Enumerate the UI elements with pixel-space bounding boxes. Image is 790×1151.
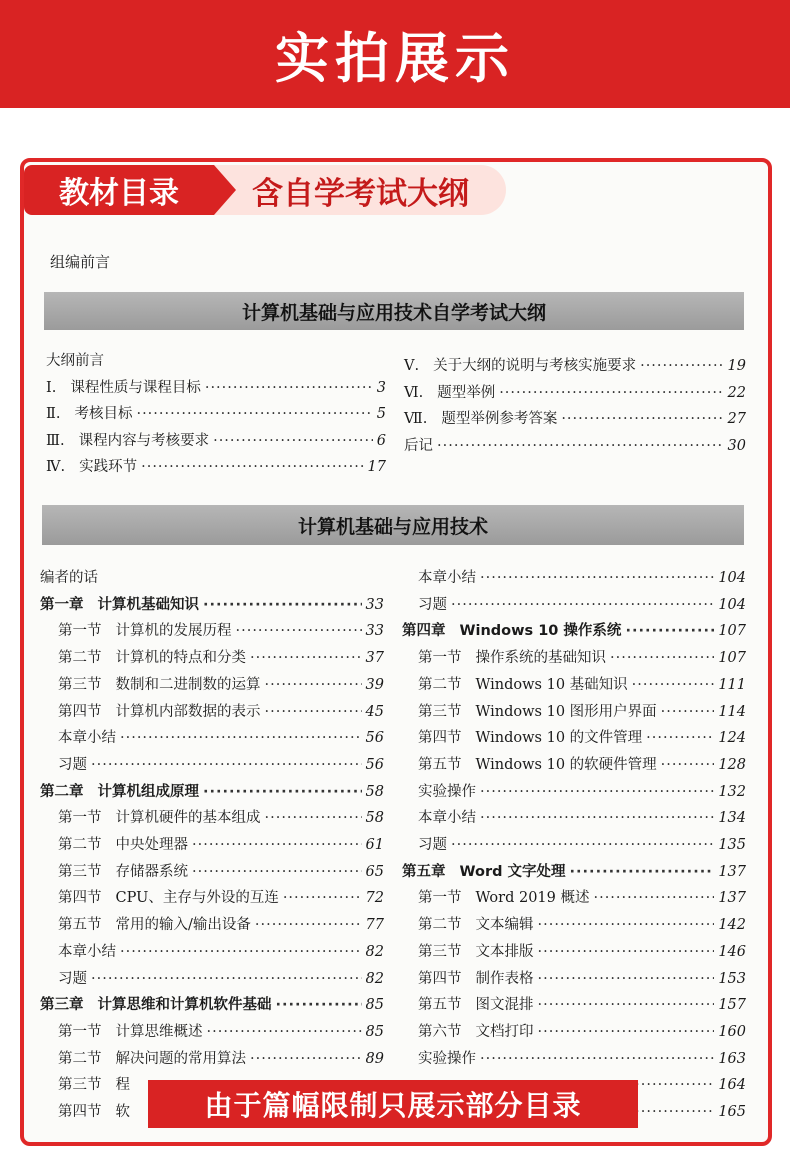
toc-entry	[418, 969, 746, 989]
toc-leader-dots	[120, 942, 362, 962]
toc-entry-page: 164	[718, 1077, 746, 1094]
toc-entry-title: CPU、主存与外设的互连	[115, 890, 279, 907]
toc-leader-dots	[538, 995, 715, 1015]
top-banner	[0, 0, 790, 108]
toc-entry-page: 61	[365, 837, 384, 853]
toc-entry-page: 6	[376, 432, 386, 449]
toc-entry-title: 计算思维和计算机软件基础	[97, 997, 272, 1014]
toc-entry-label: 本章小结	[418, 810, 476, 827]
toc-entry	[40, 995, 384, 1015]
toc-entry-label: 习题	[58, 970, 87, 987]
toc-leader-dots	[91, 969, 362, 989]
toc-entry-label: 习题	[58, 756, 87, 773]
toc-entry-label: 习题	[418, 596, 447, 613]
toc-entry-page: 30	[727, 437, 746, 454]
toc-entry-label: 第三节	[418, 943, 462, 960]
toc-entry	[404, 356, 746, 376]
toc-entry-title: 文本编辑	[475, 917, 534, 934]
toc-leader-dots	[451, 835, 714, 855]
toc-entry-page: 153	[718, 970, 746, 987]
toc-entry	[418, 835, 746, 855]
toc-entry-page: 5	[376, 406, 386, 422]
toc-entry-page: 135	[718, 837, 746, 853]
toc-leader-dots	[136, 404, 372, 424]
preface-heading: 组编前言	[50, 253, 111, 271]
toc-entry-label: Ⅲ.	[46, 432, 65, 449]
toc-entry-page: 163	[718, 1050, 746, 1067]
toc-entry-label: 第二节	[418, 676, 462, 693]
toc-leader-dots	[192, 862, 362, 882]
toc-entry-page: 142	[718, 917, 746, 934]
toc-entry	[58, 969, 384, 989]
toc-entry	[46, 457, 386, 477]
toc-entry-title: Windows 10 的文件管理	[475, 730, 643, 747]
toc-leader-dots	[661, 702, 715, 722]
toc-leader-dots	[120, 728, 362, 748]
toc-entry-page: 58	[365, 810, 384, 827]
toc-entry-title: 文档打印	[475, 1023, 534, 1040]
toc-entry	[418, 808, 746, 828]
toc-entry-title: 计算机的发展历程	[115, 623, 232, 640]
toc-entry-label: 第五节	[58, 917, 102, 934]
toc-entry	[58, 942, 384, 962]
toc-leader-dots	[205, 378, 373, 398]
toc-leader-dots	[610, 648, 714, 668]
toc-entry-page: 134	[718, 810, 746, 827]
toc-entry-title: 考核目标	[74, 406, 133, 422]
toc-leader-dots	[283, 888, 362, 908]
toc-entry	[418, 595, 746, 615]
toc-entry-title: 题型举例参考答案	[441, 411, 558, 427]
toc-entry-label: 第五节	[418, 756, 462, 773]
toc-entry	[58, 675, 384, 695]
toc-leader-dots	[593, 888, 714, 908]
toc-entry	[418, 675, 746, 695]
toc-entry-page: 3	[376, 379, 386, 396]
toc-leader-dots	[561, 409, 723, 429]
toc-entry	[46, 431, 386, 451]
toc-entry-label: 第一节	[58, 810, 102, 827]
toc-entry	[418, 782, 746, 802]
toc-leader-dots	[480, 1049, 714, 1069]
toc-entry	[418, 888, 746, 908]
toc-leader-dots	[250, 648, 362, 668]
toc-entry	[58, 755, 384, 775]
toc-leader-dots	[538, 969, 715, 989]
toc-entry-title: 实践环节	[79, 459, 138, 475]
tab-toc: 教材目录	[24, 165, 214, 215]
toc-entry-title: 软	[115, 1104, 130, 1120]
toc-entry	[58, 915, 384, 935]
toc-entry-label: 实验操作	[418, 783, 476, 800]
toc-leader-dots	[207, 1022, 362, 1042]
toc-entry-title: 操作系统的基础知识	[475, 650, 606, 667]
toc-entry-title: 题型举例	[437, 384, 496, 401]
toc-entry	[418, 728, 746, 748]
toc-entry-label: 大纲前言	[46, 353, 104, 369]
toc-entry-page: 114	[718, 703, 746, 720]
toc-entry-page: 104	[718, 570, 746, 586]
toc-leader-dots	[250, 1049, 362, 1069]
toc-entry	[46, 351, 386, 371]
toc-entry	[402, 621, 746, 641]
toc-entry-page: 160	[718, 1023, 746, 1040]
toc-entry-page: 22	[727, 384, 746, 401]
toc-entry-label: 第一节	[58, 1023, 102, 1040]
toc-entry-page: 77	[365, 917, 384, 934]
toc-entry-label: 习题	[418, 837, 447, 853]
toc-entry-label: 第四章	[402, 623, 446, 640]
toc-entry-title: 课程性质与课程目标	[70, 379, 201, 396]
toc-entry-label: 第四节	[58, 890, 102, 907]
toc-entry	[404, 436, 746, 456]
toc-entry	[40, 568, 384, 588]
toc-entry-label: 第一章	[40, 596, 84, 613]
toc-leader-dots	[451, 595, 714, 615]
toc-entry-page: 82	[365, 970, 384, 987]
toc-leader-dots	[480, 808, 714, 828]
toc-entry-page: 107	[718, 623, 746, 640]
toc-entry	[404, 409, 746, 429]
toc-entry-title: 存储器系统	[115, 863, 188, 880]
toc-entry-label: 第一节	[418, 650, 462, 667]
toc-entry-title: Word 2019 概述	[475, 890, 590, 907]
section1-title: 计算机基础与应用技术自学考试大纲	[241, 301, 546, 324]
toc-leader-dots	[437, 436, 724, 456]
toc-entry-title: 程	[115, 1077, 130, 1094]
toc-entry-label: Ⅱ.	[46, 406, 61, 422]
toc-entry-page: 137	[718, 890, 746, 907]
toc-entry-page: 37	[365, 650, 384, 667]
toc-entry-title: 计算机硬件的基本组成	[115, 810, 261, 827]
toc-entry-label: 本章小结	[418, 570, 476, 586]
toc-entry	[58, 728, 384, 748]
toc-entry-title: 中央处理器	[115, 837, 188, 853]
toc-leader-dots	[91, 755, 362, 775]
toc-entry	[418, 568, 746, 588]
toc-leader-dots	[538, 915, 715, 935]
toc-leader-dots	[640, 356, 723, 376]
toc-entry-page: 56	[365, 730, 384, 747]
toc-entry	[418, 755, 746, 775]
toc-entry	[58, 835, 384, 855]
toc-entry-page: 58	[365, 783, 384, 800]
toc-leader-dots	[646, 728, 714, 748]
toc-leader-dots	[480, 568, 714, 588]
toc-entry	[402, 862, 746, 882]
toc-entry-title: Windows 10 图形用户界面	[475, 703, 657, 720]
toc-leader-dots	[141, 457, 363, 477]
toc-entry	[46, 404, 386, 424]
toc-entry-page: 45	[365, 703, 384, 720]
toc-entry	[58, 702, 384, 722]
toc-entry-label: Ⅴ.	[404, 358, 420, 374]
toc-entry-title: 文本排版	[475, 943, 534, 960]
toc-entry-page: 33	[365, 596, 384, 613]
toc-entry-title: 计算机内部数据的表示	[115, 703, 261, 720]
toc-entry-label: 第三节	[58, 863, 102, 880]
toc-leader-dots	[265, 702, 362, 722]
toc-entry-page: 56	[365, 756, 384, 773]
toc-entry-label: 第四节	[58, 1104, 102, 1120]
toc-entry-label: Ⅳ.	[46, 459, 66, 475]
toc-entry	[58, 648, 384, 668]
toc-leader-dots	[276, 995, 362, 1015]
toc-entry	[46, 378, 386, 398]
toc-entry-label: 第四节	[58, 703, 102, 720]
toc-entry-page: 124	[718, 730, 746, 747]
toc-leader-dots	[265, 675, 362, 695]
toc-entry-page: 65	[365, 863, 384, 880]
header-tabs	[24, 165, 506, 215]
toc-entry	[58, 808, 384, 828]
toc-entry-page: 128	[718, 756, 746, 773]
toc-entry-page: 157	[718, 997, 746, 1014]
toc-entry-label: Ⅵ.	[404, 384, 424, 401]
toc-entry-label: 本章小结	[58, 943, 116, 960]
toc-entry-label: 实验操作	[418, 1050, 476, 1067]
toc-entry-page: 89	[365, 1050, 384, 1067]
toc-entry-title: 数制和二进制数的运算	[115, 676, 261, 693]
toc-entry	[404, 383, 746, 403]
toc-leader-dots	[203, 595, 362, 615]
toc-entry	[58, 862, 384, 882]
toc-entry	[418, 702, 746, 722]
toc-entry-title: 课程内容与考核要求	[78, 432, 210, 449]
toc-entry-label: 第二节	[58, 837, 102, 853]
toc-entry	[58, 1049, 384, 1069]
toc-leader-dots	[538, 1022, 715, 1042]
toc-entry-label: 第二节	[58, 650, 102, 667]
toc-entry	[418, 942, 746, 962]
toc-leader-dots	[236, 621, 362, 641]
toc-entry	[418, 915, 746, 935]
toc-entry-label: 第五章	[402, 863, 446, 880]
toc-entry-label: 第三节	[58, 676, 102, 693]
toc-leader-dots	[192, 835, 362, 855]
toc-entry	[58, 1022, 384, 1042]
toc-entry-label: 第三章	[40, 997, 84, 1014]
toc-leader-dots	[480, 782, 714, 802]
tab-syllabus: 含自学考试大纲	[194, 165, 506, 215]
toc-entry-page: 132	[718, 783, 746, 800]
toc-entry-label: 第六节	[418, 1023, 462, 1040]
toc-entry	[58, 621, 384, 641]
toc-leader-dots	[213, 431, 373, 451]
toc-entry	[40, 595, 384, 615]
toc-entry-page: 17	[367, 459, 386, 475]
toc-entry-title: 关于大纲的说明与考核实施要求	[433, 358, 637, 374]
toc-entry-label: 第二节	[58, 1050, 102, 1067]
toc-entry-page: 137	[718, 863, 746, 880]
toc-entry-page: 85	[365, 997, 384, 1014]
toc-entry-page: 19	[727, 358, 746, 374]
toc-entry-label: 后记	[404, 437, 433, 454]
toc-entry-title: Windows 10 操作系统	[459, 623, 622, 640]
toc-entry-title: 计算机的特点和分类	[115, 650, 246, 667]
toc-leader-dots	[265, 808, 362, 828]
toc-leader-dots	[570, 862, 715, 882]
toc-entry-label: Ⅶ.	[404, 411, 428, 427]
toc-entry	[418, 648, 746, 668]
toc-leader-dots	[255, 915, 362, 935]
toc-entry-label: 第一节	[58, 623, 102, 640]
toc-entry	[418, 1022, 746, 1042]
toc-entry-title: 计算机基础知识	[97, 596, 199, 613]
toc-leader-dots	[661, 755, 715, 775]
toc-entry-label: 第四节	[418, 730, 462, 747]
toc-entry-title: 图文混排	[475, 997, 534, 1014]
section2-title: 计算机基础与应用技术	[297, 515, 488, 538]
toc-entry-label: 第五节	[418, 997, 462, 1014]
section2-title-bar	[42, 505, 744, 545]
toc-entry-title: 解决问题的常用算法	[115, 1050, 246, 1067]
toc-entry-title: Windows 10 的软硬件管理	[475, 756, 657, 773]
toc-entry-label: 第四节	[418, 970, 462, 987]
toc-entry-title: Word 文字处理	[459, 863, 566, 880]
toc-entry-label: 第三节	[58, 1077, 102, 1094]
toc-entry-page: 107	[718, 650, 746, 667]
bottom-banner: 由于篇幅限制只展示部分目录	[148, 1080, 638, 1128]
toc-entry-label: 第二章	[40, 783, 84, 800]
banner-title: 实拍展示	[275, 26, 515, 90]
toc-entry-page: 146	[718, 943, 746, 960]
toc-entry-label: 第二节	[418, 917, 462, 934]
toc-entry-page: 111	[718, 676, 746, 693]
toc-entry-label: Ⅰ.	[46, 379, 57, 396]
toc-entry-title: 计算思维概述	[115, 1023, 203, 1040]
toc-entry-title: 常用的输入/输出设备	[115, 917, 251, 934]
toc-entry-page: 165	[718, 1104, 746, 1120]
toc-leader-dots	[625, 621, 714, 641]
toc-entry-label: 本章小结	[58, 730, 116, 747]
toc-leader-dots	[632, 675, 715, 695]
toc-entry-label: 第三节	[418, 703, 462, 720]
toc-entry	[40, 782, 384, 802]
toc-leader-dots	[203, 782, 362, 802]
toc-entry-page: 33	[365, 623, 384, 640]
toc-leader-dots	[538, 942, 715, 962]
toc-entry-page: 39	[365, 676, 384, 693]
toc-entry	[418, 995, 746, 1015]
toc-entry-title: 制作表格	[475, 970, 534, 987]
toc-entry-label: 编者的话	[40, 570, 98, 586]
toc-entry-page: 82	[365, 943, 384, 960]
toc-entry	[418, 1049, 746, 1069]
toc-entry-title: 计算机组成原理	[97, 783, 199, 800]
toc-entry-page: 27	[727, 411, 746, 427]
toc-leader-dots	[499, 383, 723, 403]
toc-entry-page: 85	[365, 1023, 384, 1040]
toc-entry-title: Windows 10 基础知识	[475, 676, 628, 693]
toc-entry-page: 104	[718, 596, 746, 613]
toc-entry	[58, 888, 384, 908]
toc-entry-page: 72	[365, 890, 384, 907]
section1-title-bar	[44, 292, 744, 330]
toc-entry-label: 第一节	[418, 890, 462, 907]
